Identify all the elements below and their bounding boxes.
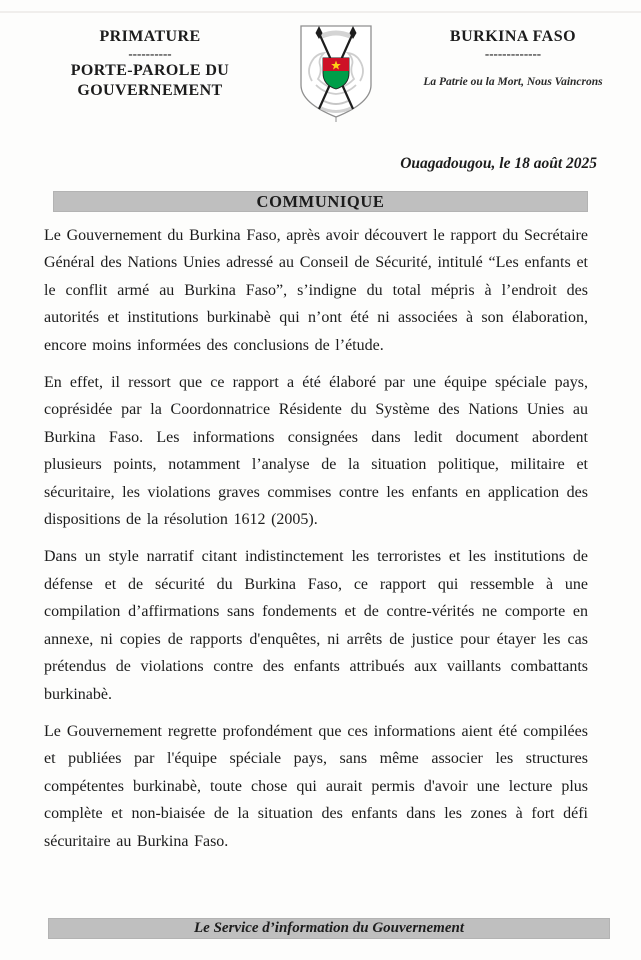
national-motto: La Patrie ou la Mort, Nous Vaincrons: [423, 76, 603, 88]
paragraph-4: Le Gouvernement regrette profondément que ces informations aient été compilées et publiées par l'équipe spéciale pays, sans même associer les structures compétentes burkinabè, toute chose qui aurait permis d'avoir une lecture plus complète et non-biaisée de la situation des enfants dans les zones à fort défi sécuritaire au Burkina Faso.: [44, 722, 588, 850]
central-flag-shield: [323, 58, 349, 89]
communique-body: [44, 222, 588, 865]
issuer-title: PRIMATURE: [99, 28, 201, 45]
emblem-svg: [296, 23, 376, 123]
separator-dashes: ----------: [128, 46, 172, 61]
country-block: [420, 27, 606, 92]
paragraph-3: Dans un style narratif citant indistinctement les terroristes et les institutions de défense et de sécurité du Burkina Faso, ce rapport qui ressemble à une compilation d’affirmations sans fondements et de contre-vérités ne comporte en annexe, ni copies de rapports d'enquêtes, ni arrêts de justice pour étayer les cas prétendus de violations contre des enfants attribués aux vaillants combattants burkinabè.: [44, 548, 588, 703]
issuer-subtitle-line2: GOUVERNEMENT: [77, 82, 223, 99]
footer-signature-bar: [48, 918, 610, 939]
country-name: BURKINA FASO: [449, 28, 577, 45]
issuer-block: [58, 27, 242, 101]
coat-of-arms-burkina-faso-icon: [296, 23, 376, 123]
footer-signature: Le Service d’information du Gouvernement: [194, 920, 464, 936]
communique-title-bar: [53, 191, 588, 212]
separator-dashes: -------------: [484, 46, 542, 61]
scan-artifact-line: [0, 11, 641, 13]
paragraph-2: En effet, il ressort que ce rapport a été élaboré par une équipe spéciale pays, coprésidée par la Coordonnatrice Résidente du Système des Nations Unies au Burkina Faso. Les informations consignées dans ledit document abordent plusieurs points, notamment l’analyse de la situation politique, militaire et sécuritaire, les violations graves commises contre les enfants en application des dispositions de la résolution 1612 (2005).: [44, 374, 588, 529]
issuer-subtitle-line1: PORTE-PAROLE DU: [70, 62, 230, 79]
communique-title: COMMUNIQUE: [256, 191, 385, 211]
dateline: Ouagadougou, le 18 août 2025: [400, 155, 597, 172]
paragraph-1: Le Gouvernement du Burkina Faso, après avoir découvert le rapport du Secrétaire Général des Nations Unies adressé au Conseil de Sécurité, intitulé “Les enfants et le conflit armé au Burkina Faso”, s’indigne du total mépris à l’endroit des autorités et institutions burkinabè qui n’ont été ni associées à son élaboration, encore moins informées des conclusions de l’étude.: [44, 227, 588, 354]
